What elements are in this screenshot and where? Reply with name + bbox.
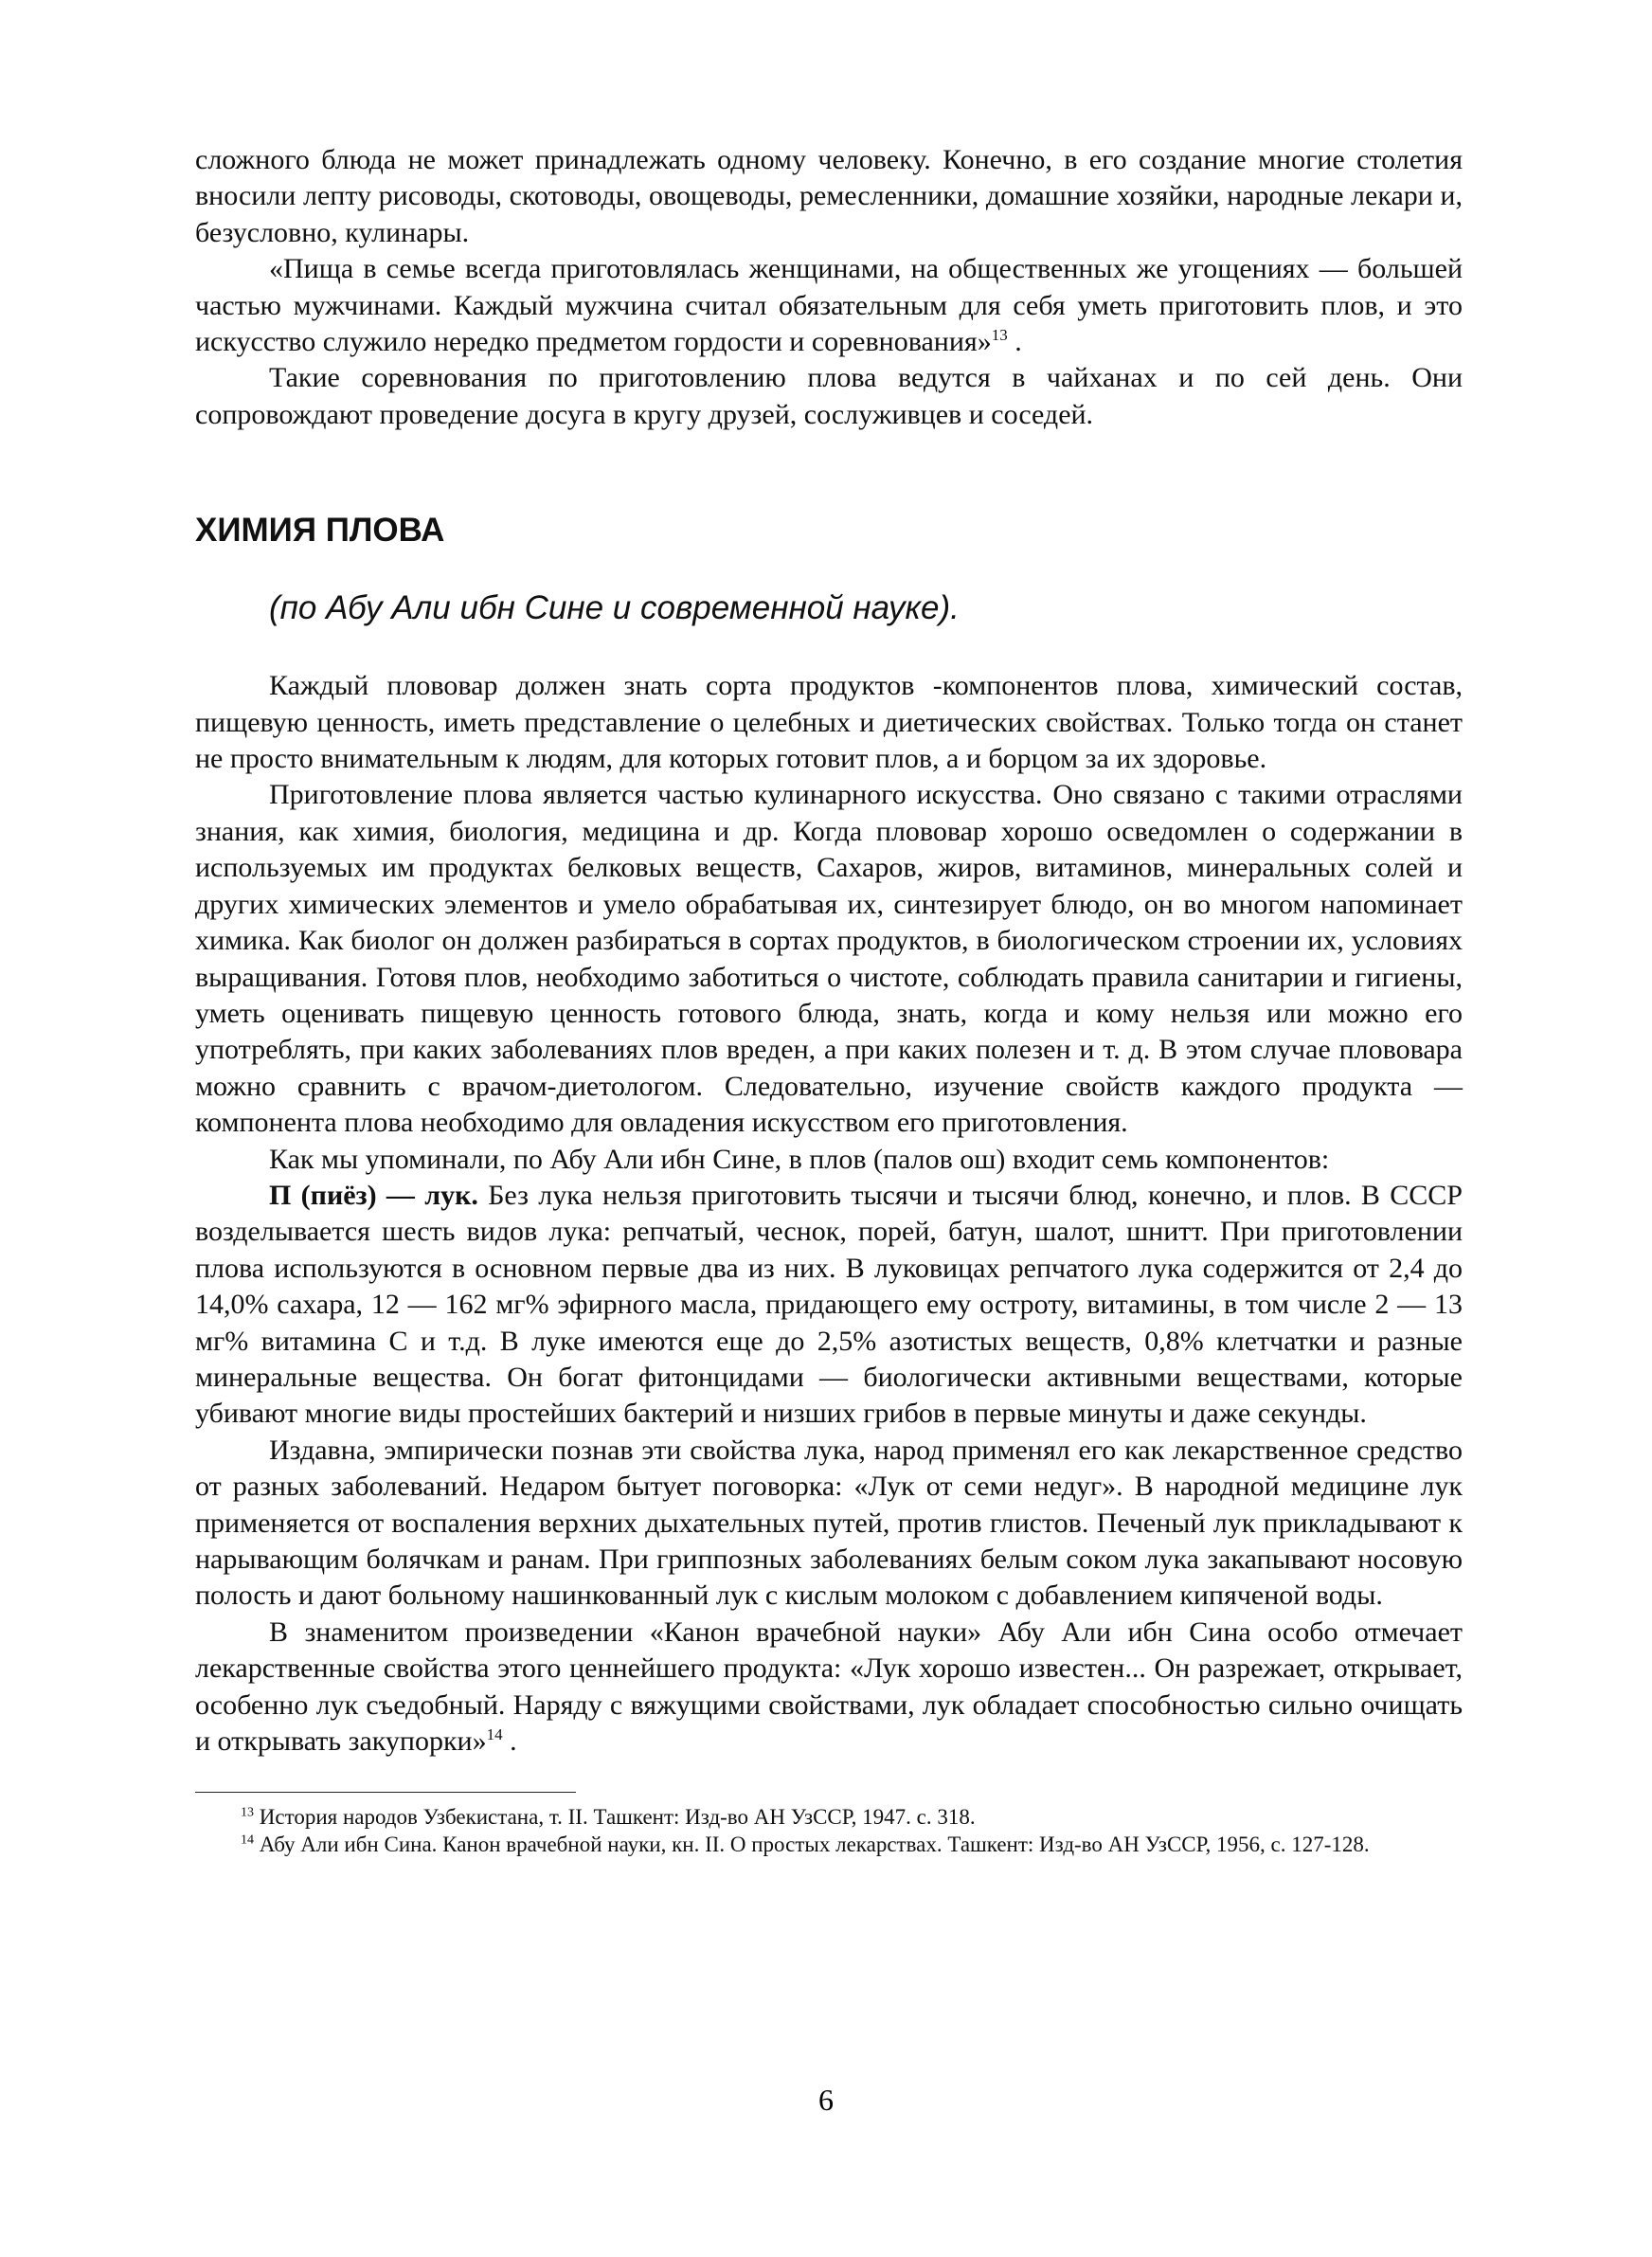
paragraph-pilaf-maker: Каждый плововар должен знать сорта продуктов -компонентов плова, химический состав, пищевую ценность, иметь представление о целебных и диетических свойствах. Только тогда он станет не просто внимательным к людям, для которых готовит плов, а и борцом за их здоровье.	[195, 670, 1463, 775]
section-subheading: (по Абу Али ибн Сине и современной науке).	[269, 589, 960, 627]
footnote-ref-13[interactable]: 13	[991, 326, 1008, 345]
footnote-divider	[195, 1792, 576, 1793]
document-page	[195, 142, 1463, 1858]
paragraph-competitions: Такие соревнования по приготовлению плова ведутся в чайханах и по сей день. Они сопровождают проведение досуга в кругу друзей, сослуживцев и соседей.	[195, 362, 1463, 430]
paragraph-cooking-art: Приготовление плова является частью кулинарного искусства. Оно связано с такими отраслями знания, как химия, биология, медицина и др. Когда плововар хорошо осведомлен о содержании в используемых им продуктах белковых веществ, Сахаров, жиров, витаминов, минеральных солей и других химических элементов и умело обрабатывая их, синтезирует блюдо, он во многом напоминает химика. Как биолог он должен разбираться в сортах продуктов, в биологическом строении их, условиях выращивания. Готовя плов, необходимо заботиться о чистоте, соблюдать правила санитарии и гигиены, уметь оценивать пищевую ценность готового блюда, знать, когда и кому нельзя или можно его употреблять, при каких заболеваниях плов вреден, а при каких полезен и т. д. В этом случае плововара можно сравнить с врачом-диетологом. Следовательно, изучение свойств каждого продукта — компонента плова необходимо для овладения искусством его приготовления.	[195, 779, 1463, 1139]
section-heading: ХИМИЯ ПЛОВА	[195, 512, 445, 550]
footnote-ref-14[interactable]: 14	[486, 1725, 503, 1744]
paragraph-folk-medicine: Издавна, эмпирически познав эти свойства лука, народ применял его как лекарственное средство от разных заболеваний. Недаром бытует поговорка: «Лук от семи недуг». В народной медицине лук применяется от воспаления верхних дыхательных путей, против глистов. Печеный лук прикладывают к нарывающим болячкам и ранам. При гриппозных заболеваниях белым соком лука закапывают носовую полость и дают больному нашинкованный лук с кислым молоком с добавлением кипяченой воды.	[195, 1434, 1463, 1612]
footnote-13: $^{13}$ История народов Узбекистана, т. II. Ташкент: Изд-во АН УзССР, 1947. с. 318.	[241, 1805, 976, 1830]
footnote-14: $^{14}$ Абу Али ибн Сина. Канон врачебной науки, кн. II. О простых лекарствах. Ташкент: Изд-во АН УзССР, 1956, с. 127-128.	[241, 1832, 1370, 1856]
paragraph-continued: сложного блюда не может принадлежать одному человеку. Конечно, в его создание многие столетия вносили лепту рисоводы, скотоводы, овощеводы, ремесленники, домашние хозяйки, народные лекари и, безусловно, кулинары.	[195, 144, 1463, 248]
paragraph-onion: П (пиёз) — лук. Без лука нельзя приготовить тысячи и тысячи блюд, конечно, и плов. В СССР возделывается шесть видов лука: репчатый, чеснок, порей, батун, шалот, шнитт. При приготовлении плова используются в основном первые два из них. В луковицах репчатого лука содержится от 2,4 до 14,0% сахара, 12 — 162 мг% эфирного масла, придающего ему остроту, витамины, в том числе 2 — 13 мг% витамина С и т.д. В луке имеются еще до 2,5% азотистых веществ, 0,8% клетчатки и разные минеральные вещества. Он богат фитонцидами — биологически активными веществами, которые убивают многие виды простейших бактерий и низших грибов в первые минуты и даже секунды.	[195, 1179, 1463, 1430]
page-number: 6	[818, 2083, 834, 2117]
paragraph-canon: В знаменитом произведении «Канон врачебной науки» Абу Али ибн Сина особо отмечает лекарственные свойства этого ценнейшего продукта: «Лук хорошо известен... Он разрежает, открывает, особенно лук съедобный. Наряду с вяжущими свойствами, лук обладает способностью сильно очищать и открывать закупорки»$^{14}$ .	[195, 1616, 1463, 1758]
onion-term: П (пиёз) — лук.	[269, 1179, 478, 1211]
paragraph-seven-components: Как мы упоминали, по Абу Али ибн Сине, в плов (палов ош) входит семь компонентов:	[269, 1143, 1330, 1175]
paragraph-quote-pilaf: «Пища в семье всегда приготовлялась женщинами, на общественных же угощениях — большей частью мужчинами. Каждый мужчина считал обязательным для себя уметь приготовить плов, и это искусство служило нередко предметом гордости и соревнования»$^{13}$ .	[195, 253, 1463, 358]
